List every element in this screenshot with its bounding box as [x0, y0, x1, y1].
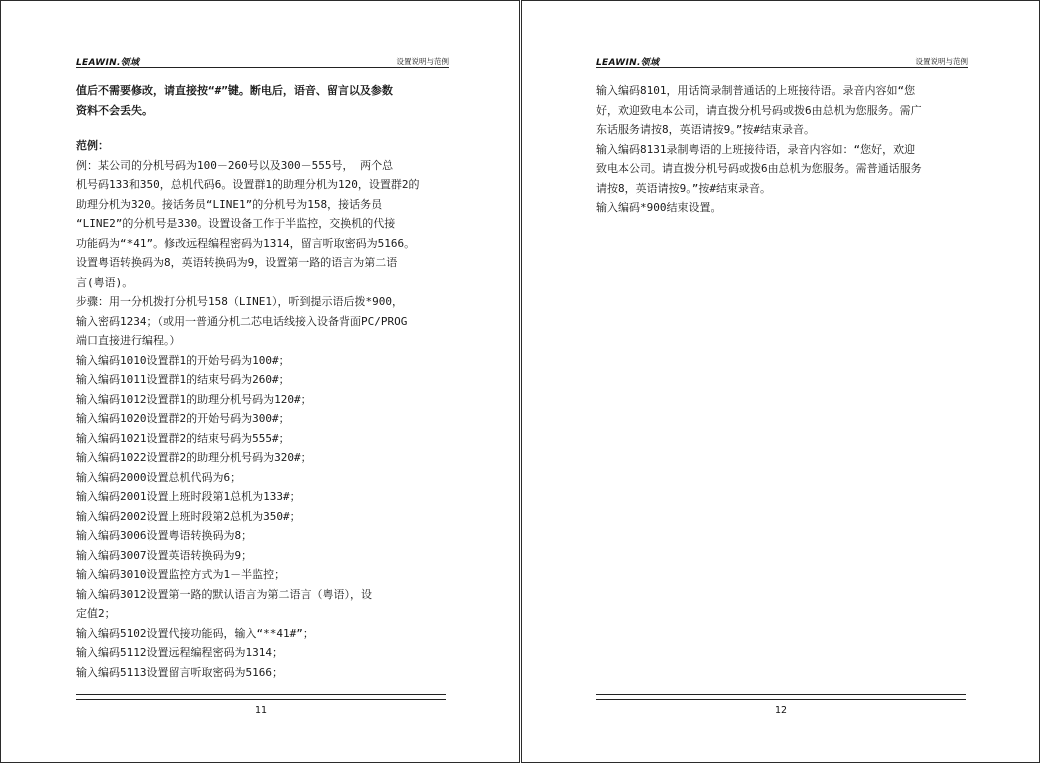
text-line: 输入编码1010设置群1的开始号码为100#； [76, 353, 290, 367]
text-line: 输入编码8131录制粤语的上班接待语，录音内容如：“您好，欢迎 [596, 142, 916, 156]
text-line: 输入编码1021设置群2的结束号码为555#； [76, 431, 290, 445]
document-page-right [521, 0, 1040, 763]
text-line: 输入编码5112设置远程编程密码为1314； [76, 646, 283, 659]
footer-rule [596, 694, 966, 700]
text-line: 输入编码3006设置粤语转换码为8； [76, 529, 253, 542]
text-line: 输入编码5102设置代接功能码，输入“**41#”； [76, 626, 314, 640]
text-line: 输入编码2000设置总机代码为6； [76, 470, 242, 484]
text-line: 输入密码1234；（或用一普通分机二芯电话线接入设备背面PC/PROG [76, 314, 408, 328]
text-line: 资料不会丢失。 [76, 103, 153, 117]
text-line: “LINE2”的分机号是330。设置设备工作于半监控，交换机的代接 [76, 217, 396, 230]
text-line: 输入编码1012设置群1的助理分机号码为120#； [76, 392, 312, 406]
text-line: 输入编码2002设置上班时段第2总机为350#； [76, 509, 301, 523]
text-line: 输入编码5113设置留言听取密码为5166； [76, 665, 283, 679]
page-header [76, 55, 449, 69]
text-line: 输入编码*900结束设置。 [596, 201, 722, 214]
text-line: 东话服务请按8，英语请按9。”按#结束录音。 [596, 123, 815, 136]
page-body [596, 81, 974, 218]
text-line: 机号码133和350，总机代码6。设置群1的助理分机为120，设置群2的 [76, 178, 420, 191]
footer-rule [76, 694, 446, 700]
text-line: 值后不需要修改，请直接按“#”键。断电后，语音、留言以及参数 [76, 84, 393, 97]
text-line: 请按8，英语请按9。”按#结束录音。 [596, 181, 771, 195]
text-line: 输入编码2001设置上班时段第1总机为133#； [76, 490, 301, 503]
text-line: 输入编码1022设置群2的助理分机号码为320#； [76, 451, 312, 464]
paragraph-gap [76, 120, 454, 136]
page-body [76, 81, 454, 682]
text-line: 输入编码8101，用话筒录制普通话的上班接待语。录音内容如“您 [596, 84, 916, 97]
text-line: 助理分机为320。接话务员“LINE1”的分机号为158，接话务员 [76, 197, 383, 211]
brand-logo: LEAWIN.领域 [76, 58, 140, 68]
text-line: 例：某公司的分机号码为100－260号以及300－555号， 两个总 [76, 158, 394, 172]
page-number: 12 [774, 705, 788, 716]
text-line: 设置粤语转换码为8，英语转换码为9，设置第一路的语言为第二语 [76, 256, 398, 269]
text-line: 输入编码3012设置第一路的默认语言为第二语言（粤语），设 [76, 587, 372, 601]
page-header [596, 55, 968, 69]
text-line: 输入编码3007设置英语转换码为9； [76, 548, 253, 562]
section-title: 设置说明与范例 [396, 57, 449, 66]
text-line: 言(粤语)。 [76, 275, 134, 289]
section-title: 设置说明与范例 [915, 57, 968, 66]
page-number: 11 [254, 705, 268, 716]
header-rule [76, 67, 449, 68]
example-heading: 范例： [76, 139, 109, 152]
text-line: 输入编码1011设置群1的结束号码为260#； [76, 373, 290, 386]
text-line: 定值2； [76, 607, 116, 620]
text-line: 致电本公司。请直拨分机号码或拨6由总机为您服务。需普通话服务 [596, 162, 922, 175]
text-line: 输入编码1020设置群2的开始号码为300#； [76, 412, 290, 425]
text-line: 步骤：用一分机拨打分机号158（LINE1），听到提示语后拨*900， [76, 295, 403, 308]
brand-logo: LEAWIN.领域 [596, 58, 660, 68]
header-rule [596, 67, 968, 68]
text-line: 功能码为“*41”。修改远程编程密码为1314，留言听取密码为5166。 [76, 236, 416, 250]
text-line: 好，欢迎致电本公司，请直拨分机号码或拨6由总机为您服务。需广 [596, 103, 922, 117]
document-page-left [0, 0, 520, 763]
text-line: 输入编码3010设置监控方式为1－半监控； [76, 568, 286, 581]
text-line: 端口直接进行编程。） [76, 334, 181, 347]
